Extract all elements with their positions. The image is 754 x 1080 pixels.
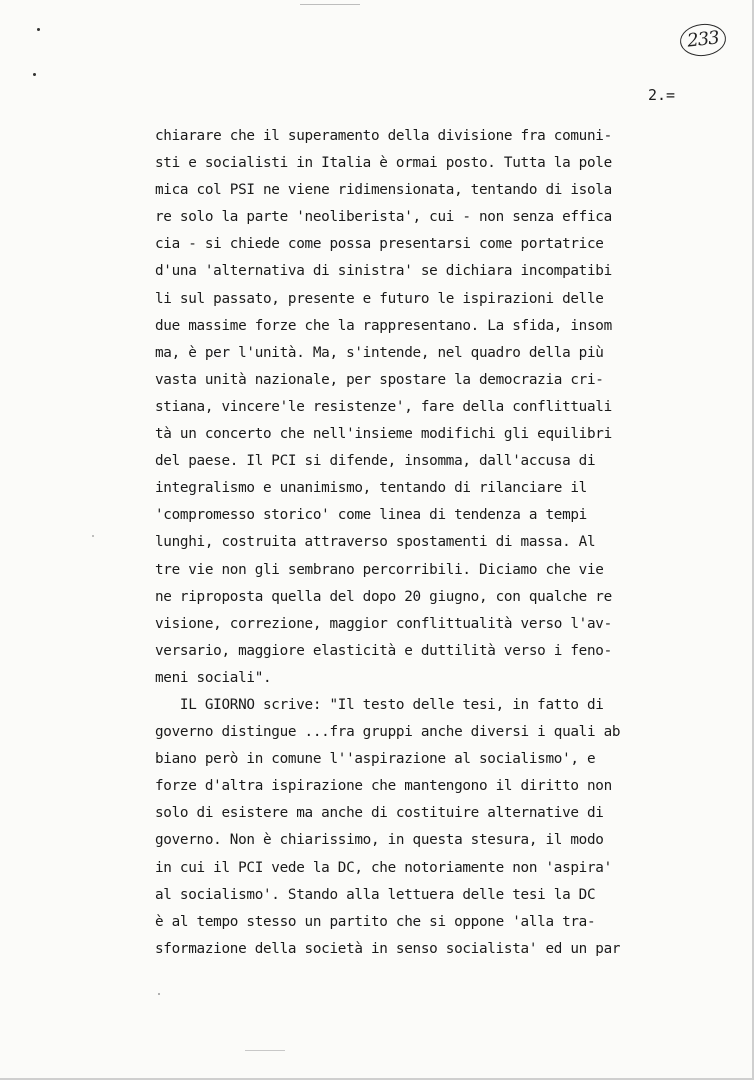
text-line: due massime forze che la rappresentano. La sfida, insom <box>155 317 612 334</box>
text-line: governo. Non è chiarissimo, in questa stesura, il modo <box>155 832 604 849</box>
text-line: sformazione della società in senso socialista' ed un par <box>155 940 621 957</box>
ink-speck <box>92 535 94 537</box>
text-line: ne riproposta quella del dopo 20 giugno, con qualche re <box>155 588 612 605</box>
text-line: stiana, vincere'le resistenze', fare della conflittuali <box>155 398 612 415</box>
text-line: integralismo e unanimismo, tentando di rilanciare il <box>155 480 587 497</box>
text-line: versario, maggiore elasticità e duttilità verso i feno- <box>155 642 612 659</box>
text-line: mica col PSI ne viene ridimensionata, tentando di isola <box>155 182 612 199</box>
text-line: sti e socialisti in Italia è ormai posto. Tutta la pole <box>155 155 612 172</box>
text-line: 'compromesso storico' come linea di tendenza a tempi <box>155 507 587 524</box>
text-line: governo distingue ...fra gruppi anche diversi i quali ab <box>155 724 621 741</box>
text-line: solo di esistere ma anche di costituire alternative di <box>155 805 604 822</box>
circled-page-number-stamp: 233 <box>678 22 727 59</box>
scan-mark <box>245 1050 285 1051</box>
text-line: d'una 'alternativa di sinistra' se dichiara incompatibi <box>155 263 612 280</box>
text-line: biano però in comune l''aspirazione al socialismo', e <box>155 751 596 768</box>
text-line: in cui il PCI vede la DC, che notoriamente non 'aspira' <box>155 859 612 876</box>
ink-speck <box>37 28 40 31</box>
text-line: al socialismo'. Stando alla lettuera delle tesi la DC <box>155 886 596 903</box>
text-line: tà un concerto che nell'insieme modifichi gli equilibri <box>155 426 612 443</box>
text-line: tre vie non gli sembrano percorribili. Diciamo che vie <box>155 561 604 578</box>
text-line: re solo la parte 'neoliberista', cui - non senza effica <box>155 209 612 226</box>
text-line: è al tempo stesso un partito che si oppone 'alla tra- <box>155 913 596 930</box>
text-line: IL GIORNO scrive: "Il testo delle tesi, in fatto di <box>155 696 604 713</box>
text-line: visione, correzione, maggior conflittualità verso l'av- <box>155 615 612 632</box>
text-line: ma, è per l'unità. Ma, s'intende, nel quadro della più <box>155 344 604 361</box>
text-line: forze d'altra ispirazione che mantengono il diritto non <box>155 778 612 795</box>
scan-mark <box>300 4 360 5</box>
typewritten-body <box>155 123 715 963</box>
text-line: li sul passato, presente e futuro le ispirazioni delle <box>155 290 604 307</box>
text-line: cia - si chiede come possa presentarsi come portatrice <box>155 236 604 253</box>
ink-speck <box>33 73 36 76</box>
text-line: del paese. Il PCI si difende, insomma, dall'accusa di <box>155 453 596 470</box>
sheet-number: 2.= <box>648 86 676 104</box>
ink-speck <box>158 993 160 995</box>
text-line: chiarare che il superamento della divisione fra comuni- <box>155 128 612 144</box>
text-line: meni sociali". <box>155 669 272 686</box>
text-line: lunghi, costruita attraverso spostamenti di massa. Al <box>155 534 596 551</box>
text-line: vasta unità nazionale, per spostare la democrazia cri- <box>155 371 604 388</box>
